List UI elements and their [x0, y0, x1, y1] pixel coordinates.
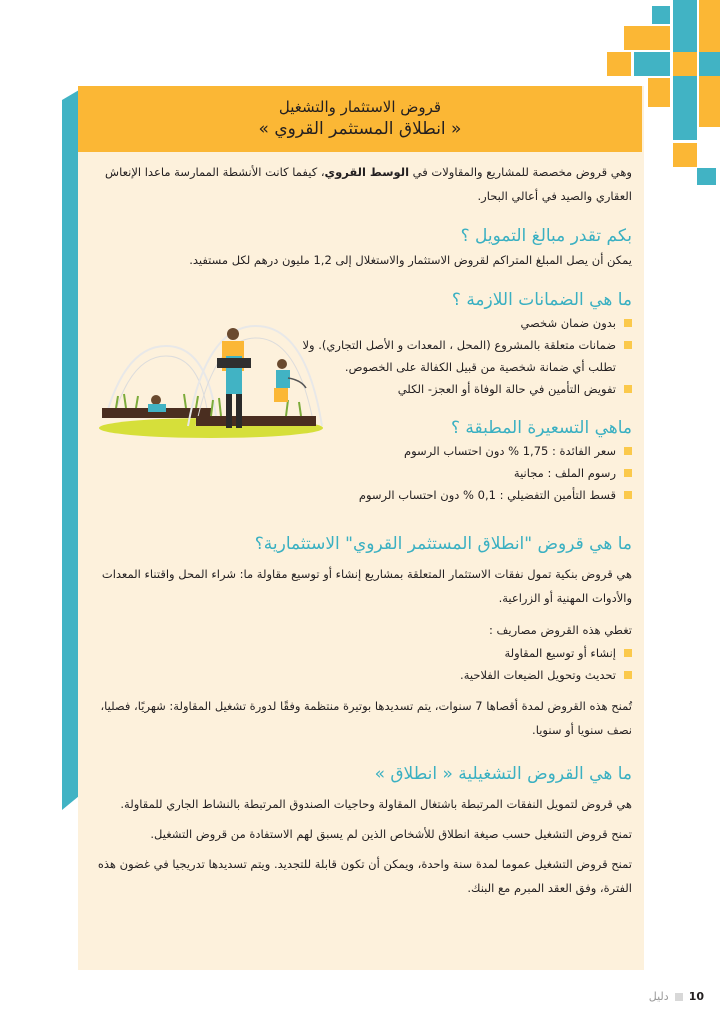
decor-block: [634, 52, 670, 76]
pricing-list: [88, 440, 632, 506]
list-item: [88, 642, 632, 664]
list-item-text: ضمانات متعلقة بالمشروع (المحل ، المعدات و الأصل التجاري). ولا تطلب أي ضمانة شخصية من قبيل الكفالة على الخصوص.: [302, 338, 616, 374]
operating-paragraph: هي قروض لتمويل النفقات المرتبطة باشتغال المقاولة وحاجيات الصندوق المرتبطة بالنشاط الجاري للمقاولة.: [120, 797, 632, 811]
list-item-text: بدون ضمان شخصي: [520, 316, 616, 330]
list-item-text: قسط التأمين التفضيلي : 0,1 % دون احتساب الرسوم: [358, 488, 616, 502]
list-item-text: إنشاء أو توسيع المقاولة: [504, 646, 616, 660]
decor-block: [697, 168, 716, 185]
page-subtitle: « انطلاق المستثمر القروي »: [258, 119, 462, 139]
square-bullet-icon: [624, 341, 632, 349]
list-item-text: تفويض التأمين في حالة الوفاة أو العجز- الكلي: [397, 382, 616, 396]
decor-block: [673, 52, 697, 76]
guarantees-section: [284, 288, 632, 400]
section-heading-guarantees: ما هي الضمانات اللازمة ؟: [451, 290, 632, 310]
section-heading-amount: بكم تقدر مبالغ التمويل ؟: [460, 226, 632, 246]
decor-block: [624, 26, 670, 50]
page-number: 10: [688, 990, 704, 1003]
square-bullet-icon: [624, 649, 632, 657]
section-heading-pricing: ماهي التسعيرة المطبقة ؟: [451, 418, 632, 438]
list-item: [284, 312, 632, 334]
amount-text: يمكن أن يصل المبلغ المتراكم لقروض الاستثمار والاستغلال إلى 1,2 مليون درهم لكل مستفيد.: [189, 253, 632, 267]
duration-text: تُمنح هذه القروض لمدة أقصاها 7 سنوات، يتم تسديدها بوتيرة منتظمة وفقًا لدورة تشغيل المقاولة: شهريًا، فصليا، نصف سنويا أو سنويا.: [100, 699, 632, 737]
list-item-text: تحديث وتحويل الضيعات الفلاحية.: [460, 668, 616, 682]
operating-paragraph: تمنح قروض التشغيل حسب صيغة انطلاق للأشخاص الذين لم يسبق لهم الاستفادة من قروض التشغيل.: [150, 827, 632, 841]
square-bullet-icon: [624, 469, 632, 477]
decor-block: [699, 52, 720, 76]
section-heading-investment: ما هي قروض "انطلاق المستثمر القروي" الاستثمارية؟: [254, 534, 632, 554]
decor-block: [673, 143, 697, 167]
list-item: [88, 484, 632, 506]
intro-text: وهي قروض مخصصة للمشاريع والمقاولات في: [409, 165, 632, 179]
teal-spine: [62, 90, 79, 810]
list-item-text: سعر الفائدة : 1,75 % دون احتساب الرسوم: [403, 444, 616, 458]
intro-paragraph: [88, 160, 632, 208]
list-item-text: رسوم الملف : مجانية: [513, 466, 616, 480]
covers-list: [88, 642, 632, 686]
covers-label: تغطي هذه القروض مصاريف :: [488, 623, 632, 637]
list-item: [284, 334, 632, 378]
footer-label: دليل: [648, 990, 669, 1003]
list-item: [88, 462, 632, 484]
square-bullet-icon: [624, 671, 632, 679]
decor-block: [648, 78, 670, 107]
section-heading-operating: ما هي القروض التشغيلية « انطلاق »: [374, 764, 632, 784]
square-bullet-icon: [624, 319, 632, 327]
decor-block: [652, 6, 670, 24]
list-item: [88, 664, 632, 686]
operating-paragraph: تمنح قروض التشغيل عموما لمدة سنة واحدة، ويمكن أن تكون قابلة للتجديد. ويتم تسديدها تدريجيا في غضون هذه الفترة، وفق العقد المبرم مع البنك.: [97, 857, 632, 895]
investment-text: هي قروض بنكية تمول نفقات الاستثمار المتعلقة بمشاريع إنشاء أو توسيع مقاولة ما: شراء المحل واقتناء المعدات والأدوات المهنية أو الزراعية.: [101, 567, 632, 605]
page-footer: [649, 990, 704, 1003]
page-title: قروض الاستثمار والتشغيل: [278, 98, 442, 116]
intro-bold-text: الوسط القروي: [324, 165, 410, 179]
guarantees-list: [284, 312, 632, 400]
list-item: [88, 440, 632, 462]
footer-square-icon: [675, 993, 683, 1001]
title-banner: [78, 86, 642, 152]
square-bullet-icon: [624, 447, 632, 455]
decor-block: [607, 52, 631, 76]
square-bullet-icon: [624, 491, 632, 499]
intro-text: ، كيفما كانت الأنشطة الممارسة ماعدا الإنعاش العقاري والصيد في أعالي البحار.: [105, 165, 632, 203]
main-content: [88, 160, 632, 900]
square-bullet-icon: [624, 385, 632, 393]
list-item: [284, 378, 632, 400]
